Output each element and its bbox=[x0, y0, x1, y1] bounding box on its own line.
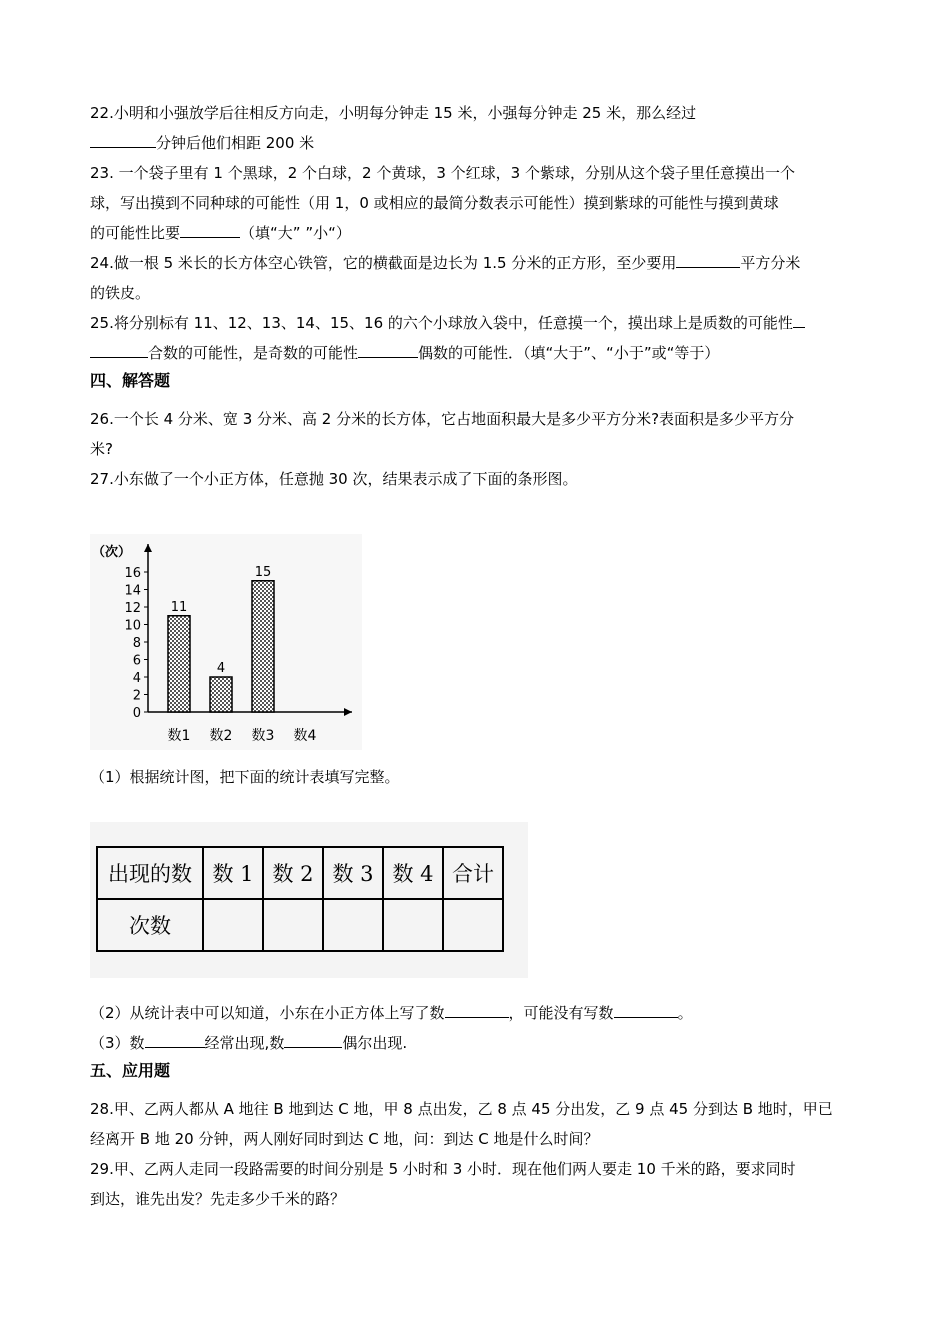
table-row-label: 次数 bbox=[97, 899, 203, 951]
q27-sub2 bbox=[90, 998, 870, 1028]
q26-line2: 米? bbox=[90, 440, 113, 458]
q27-sub3-a: （3）数 bbox=[90, 1034, 145, 1052]
q29-line2: 到达，谁先出发？先走多少千米的路？ bbox=[90, 1190, 346, 1208]
table-header-cell: 数 3 bbox=[323, 847, 383, 899]
bar bbox=[252, 581, 274, 712]
q23-line3-after: （填“大” ”小“） bbox=[240, 224, 351, 242]
q27-sub2-a: （2）从统计表中可以知道，小东在小正方体上写了数 bbox=[90, 1004, 445, 1022]
q22-line1: 22.小明和小强放学后往相反方向走，小明每分钟走 15 米，小强每分钟走 25 米，那么经过 bbox=[90, 104, 697, 122]
stat-table-image bbox=[90, 822, 528, 978]
bar bbox=[168, 616, 190, 712]
answer-blank[interactable] bbox=[145, 1029, 205, 1048]
table-cell-blank[interactable] bbox=[443, 899, 503, 951]
x-tick-label: 数2 bbox=[209, 728, 233, 744]
q27-sub2-c: 。 bbox=[677, 1004, 693, 1022]
y-tick-label: 16 bbox=[124, 566, 141, 581]
answer-blank[interactable] bbox=[90, 129, 156, 148]
y-tick-label: 6 bbox=[132, 653, 141, 669]
x-tick-label: 数3 bbox=[251, 728, 275, 744]
table-cell-blank[interactable] bbox=[203, 899, 263, 951]
y-tick-label: 14 bbox=[124, 583, 141, 599]
q28-line1: 28.甲、乙两人都从 A 地往 B 地到达 C 地，甲 8 点出发，乙 8 点 45 分出发，乙 9 点 45 分到达 B 地时，甲已 bbox=[90, 1100, 833, 1118]
table-cell-blank[interactable] bbox=[323, 899, 383, 951]
data-label: 15 bbox=[254, 564, 272, 580]
q23-line2: 球，写出摸到不同种球的可能性（用 1，0 或相应的最简分数表示可能性）摸到紫球的可能性与摸到黄球 bbox=[90, 194, 779, 212]
table-header-cell: 数 2 bbox=[263, 847, 323, 899]
y-tick-label: 4 bbox=[132, 671, 141, 686]
q25-line1-text: 25.将分别标有 11、12、13、14、15、16 的六个小球放入袋中，任意摸一个，摸出球上是质数的可能性 bbox=[90, 314, 793, 332]
answer-blank[interactable] bbox=[284, 1029, 342, 1048]
x-tick-label: 数1 bbox=[167, 728, 191, 744]
q22-line2-text: 分钟后他们相距 200 米 bbox=[156, 134, 315, 152]
q27-sub1: （1）根据统计图，把下面的统计表填写完整。 bbox=[90, 768, 400, 786]
q29-line1: 29.甲、乙两人走同一段路需要的时间分别是 5 小时和 3 小时．现在他们两人要走 10 千米的路，要求同时 bbox=[90, 1160, 796, 1178]
q25-line2-b: 偶数的可能性．（填“大于”、“小于”或“等于） bbox=[418, 344, 720, 362]
q23-line3 bbox=[90, 218, 870, 248]
q24-line1-before: 24.做一根 5 米长的长方体空心铁管，它的横截面是边长为 1.5 分米的正方形，至少要用 bbox=[90, 254, 677, 272]
table-header-cell: 数 1 bbox=[203, 847, 263, 899]
answer-blank[interactable] bbox=[793, 309, 805, 328]
data-label: 11 bbox=[170, 599, 188, 615]
bar-chart-svg bbox=[90, 534, 362, 750]
q27-sub2-b: ，可能没有写数 bbox=[508, 1004, 614, 1022]
data-label: 4 bbox=[216, 661, 226, 676]
y-axis-label: （次） bbox=[92, 545, 132, 560]
y-tick-label: 10 bbox=[124, 618, 141, 634]
q25-line2 bbox=[90, 338, 870, 368]
answer-blank[interactable] bbox=[445, 999, 509, 1018]
x-tick-label: 数4 bbox=[293, 728, 317, 744]
q27-sub3 bbox=[90, 1028, 870, 1058]
y-axis-arrow bbox=[144, 544, 152, 552]
answer-blank[interactable] bbox=[614, 999, 678, 1018]
y-tick-label: 8 bbox=[132, 636, 141, 651]
y-tick-label: 0 bbox=[132, 706, 141, 721]
q25-line2-a: 合数的可能性，是奇数的可能性 bbox=[148, 344, 359, 362]
q24-line1 bbox=[90, 248, 870, 278]
bar bbox=[210, 677, 232, 712]
q24-line1-after: 平方分米 bbox=[740, 254, 801, 272]
q25-line1 bbox=[90, 308, 870, 338]
table-header-cell: 出现的数 bbox=[97, 847, 203, 899]
y-tick-label: 2 bbox=[132, 688, 141, 704]
section-4-heading: 四、解答题 bbox=[90, 371, 171, 390]
q27-sub3-b: 经常出现,数 bbox=[204, 1034, 285, 1052]
table-row bbox=[97, 899, 503, 951]
q28-line2: 经离开 B 地 20 分钟，两人刚好同时到达 C 地，问：到达 C 地是什么时间？ bbox=[90, 1130, 599, 1148]
table-header-cell: 合计 bbox=[443, 847, 503, 899]
q23-line1: 23. 一个袋子里有 1 个黑球，2 个白球，2 个黄球，3 个红球，3 个紫球，分别从这个袋子里任意摸出一个 bbox=[90, 164, 795, 182]
stat-table bbox=[96, 846, 504, 952]
q27-intro: 27.小东做了一个小正方体，任意抛 30 次，结果表示成了下面的条形图。 bbox=[90, 470, 578, 488]
answer-blank[interactable] bbox=[180, 219, 240, 238]
table-row bbox=[97, 847, 503, 899]
q24-line2: 的铁皮。 bbox=[90, 284, 151, 302]
q27-sub3-c: 偶尔出现. bbox=[342, 1034, 408, 1052]
section-5-heading: 五、应用题 bbox=[90, 1061, 171, 1080]
q26-line1: 26.一个长 4 分米、宽 3 分米、高 2 分米的长方体，它占地面积最大是多少平方分米?表面积是多少平方分 bbox=[90, 410, 795, 428]
answer-blank[interactable] bbox=[90, 339, 148, 358]
answer-blank[interactable] bbox=[358, 339, 418, 358]
answer-blank[interactable] bbox=[676, 249, 740, 268]
table-header-cell: 数 4 bbox=[383, 847, 443, 899]
x-axis-arrow bbox=[344, 708, 352, 716]
q22-line2 bbox=[90, 128, 870, 158]
q23-line3-before: 的可能性比要 bbox=[90, 224, 181, 242]
bar-chart bbox=[90, 534, 362, 750]
table-cell-blank[interactable] bbox=[263, 899, 323, 951]
table-cell-blank[interactable] bbox=[383, 899, 443, 951]
y-tick-label: 12 bbox=[124, 601, 141, 616]
